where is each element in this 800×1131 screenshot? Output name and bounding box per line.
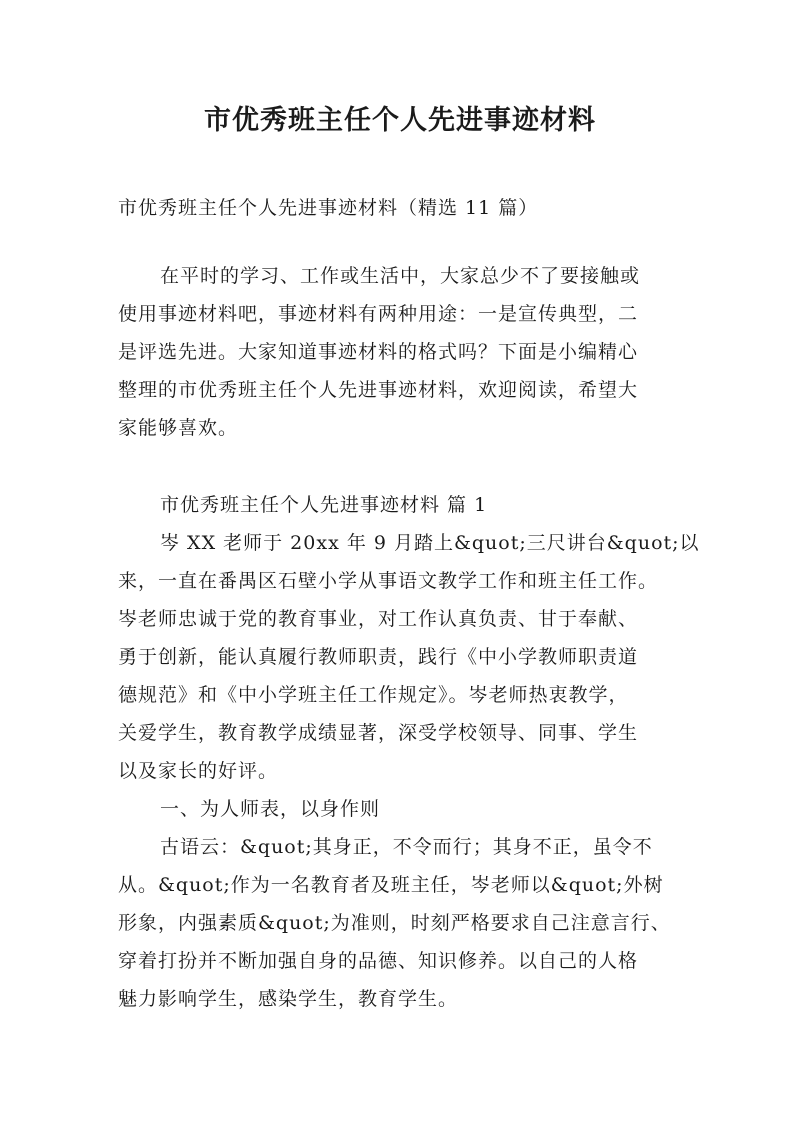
paragraph-line: 从。&quot;作为一名教育者及班主任，岑老师以&quot;外树: [118, 874, 664, 896]
article-body: [118, 486, 700, 1018]
paragraph-line: 以及家长的好评。: [118, 760, 279, 782]
paragraph-line: 岑老师忠诚于党的教育事业，对工作认真负责、甘于奉献、: [118, 608, 639, 630]
document-title: 市优秀班主任个人先进事迹材料: [204, 105, 596, 136]
paragraph-line: 关爱学生，教育教学成绩显著，深受学校领导、同事、学生: [118, 722, 639, 744]
paragraph-line: 来，一直在番禺区石壁小学从事语文教学工作和班主任工作。: [118, 570, 659, 592]
intro-paragraph: [118, 257, 640, 447]
intro-line: 使用事迹材料吧，事迹材料有两种用途：一是宣传典型，二: [118, 303, 639, 325]
paragraph-line: 岑 XX 老师于 20xx 年 9 月踏上&quot;三尺讲台&quot;以: [160, 532, 700, 554]
paragraph-line: 形象，内强素质&quot;为准则，时刻严格要求自己注意言行、: [118, 912, 671, 934]
intro-line: 在平时的学习、工作或生活中，大家总少不了要接触或: [160, 265, 641, 287]
paragraph-line: 德规范》和《中小学班主任工作规定》。岑老师热衷教学，: [118, 684, 629, 706]
intro-line: 家能够喜欢。: [118, 417, 239, 439]
paragraph-line: 古语云：&quot;其身正，不令而行；其身不正，虽令不: [160, 836, 653, 858]
paragraph-line: 勇于创新，能认真履行教师职责，践行《中小学教师职责道: [118, 646, 639, 668]
paragraph-line: 穿着打扮并不断加强自身的品德、知识修养。以自己的人格: [118, 950, 639, 972]
document-subtitle: 市优秀班主任个人先进事迹材料（精选 11 篇）: [118, 197, 539, 219]
sub-heading: 一、为人师表，以身作则: [160, 798, 381, 820]
intro-line: 是评选先进。大家知道事迹材料的格式吗？下面是小编精心: [118, 341, 639, 363]
paragraph-line: 魅力影响学生，感染学生，教育学生。: [118, 988, 459, 1010]
intro-line: 整理的市优秀班主任个人先进事迹材料，欢迎阅读，希望大: [118, 379, 639, 401]
section-heading: 市优秀班主任个人先进事迹材料 篇 1: [160, 494, 488, 516]
